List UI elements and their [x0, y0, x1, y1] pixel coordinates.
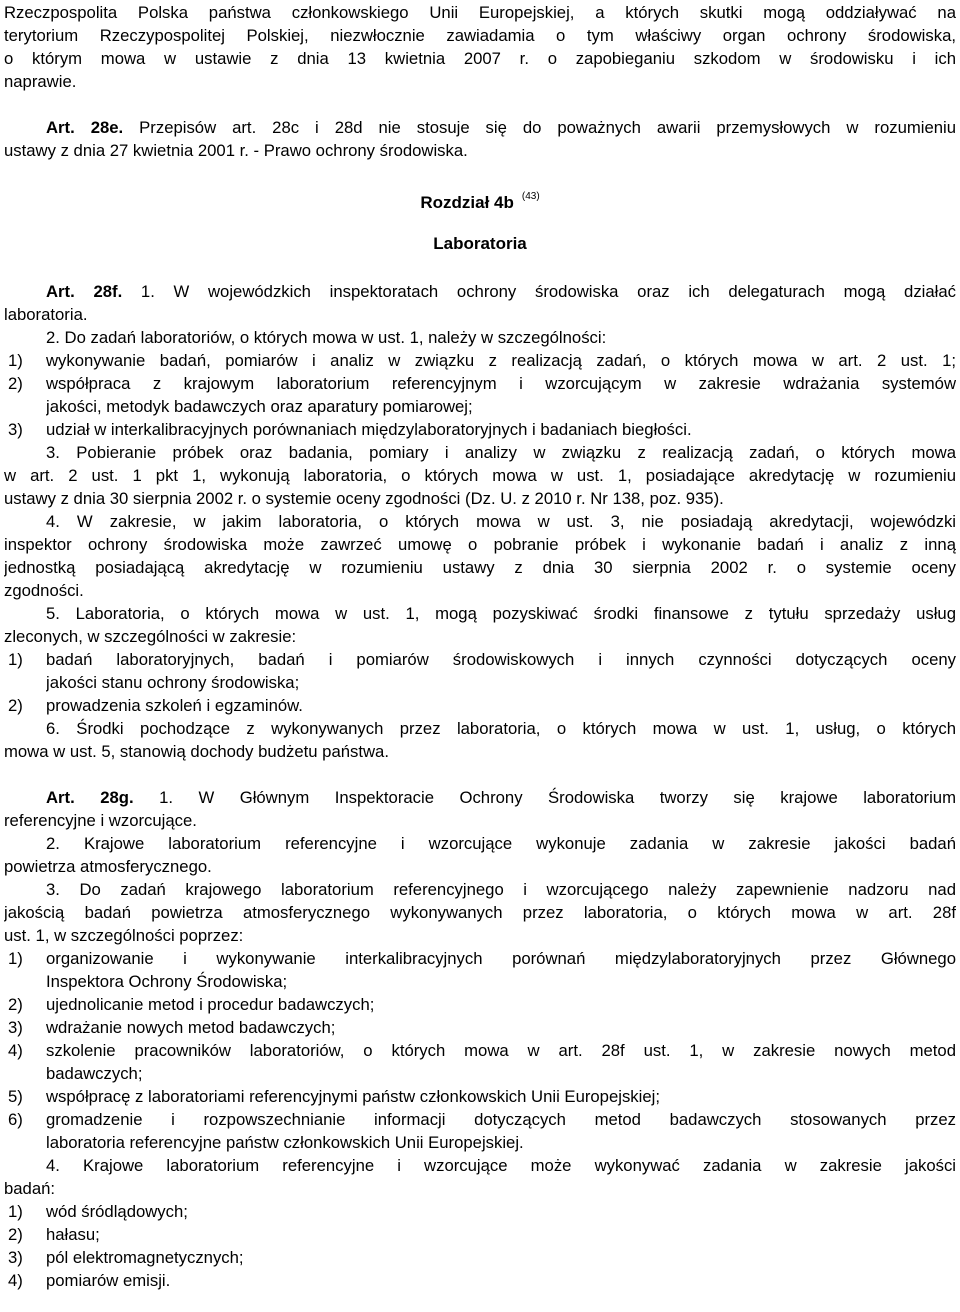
- text-line: w art. 2 ust. 1 pkt 1, wykonują laboratoria, o których mowa w ust. 1, posiadające akredytację w rozumieniu: [4, 466, 956, 485]
- list-number: 3): [8, 420, 23, 439]
- list-item-text: prowadzenia szkoleń i egzaminów.: [46, 696, 303, 715]
- list-number: 1): [8, 351, 23, 370]
- text-line: badań:: [4, 1179, 56, 1198]
- list-number: 3): [8, 1248, 23, 1267]
- chapter-title-text: Rozdział 4b: [420, 193, 514, 212]
- text-line: referencyjne i wzorcujące.: [4, 811, 197, 830]
- text-line: 4. Krajowe laboratorium referencyjne i wzorcujące może wykonywać zadania w zakresie jakości: [46, 1156, 956, 1175]
- list-number: 6): [8, 1110, 23, 1129]
- list-item-text: udział w interkalibracyjnych porównaniach międzylaboratoryjnych i badaniach biegłości.: [46, 420, 692, 439]
- list-item-text: jakości, metodyk badawczych oraz aparatury pomiarowej;: [46, 397, 473, 416]
- article-28g: [4, 786, 956, 809]
- text-line: laboratoria.: [4, 305, 88, 324]
- text-line: ust. 1, w szczególności poprzez:: [4, 926, 244, 945]
- list-item-text: gromadzenie i rozpowszechnianie informacji dotyczących metod badawczych stosowanych przez: [46, 1110, 956, 1129]
- article-label: Art. 28g.: [46, 788, 134, 807]
- list-item-text: wdrażanie nowych metod badawczych;: [46, 1018, 336, 1037]
- text-line: ustawy z dnia 30 sierpnia 2002 r. o systemie oceny zgodności (Dz. U. z 2010 r. Nr 138, poz. 935).: [4, 489, 724, 508]
- list-number: 3): [8, 1018, 23, 1037]
- list-item-text: hałasu;: [46, 1225, 100, 1244]
- list-item-text: wykonywanie badań, pomiarów i analiz w związku z realizacją zadań, o których mowa w art. 2 ust. 1;: [46, 351, 956, 370]
- text-line: jakością badań powietrza atmosferycznego wykonywanych przez laboratoria, o których mowa w art. 28f: [4, 903, 956, 922]
- text-line: powietrza atmosferycznego.: [4, 857, 212, 876]
- article-text: 1. W Głównym Inspektoracie Ochrony Środowiska tworzy się krajowe laboratorium: [159, 788, 956, 807]
- chapter-subtitle: Laboratoria: [433, 234, 527, 253]
- list-number: 4): [8, 1271, 23, 1290]
- list-item-text: Inspektora Ochrony Środowiska;: [46, 972, 288, 991]
- text-line: 6. Środki pochodzące z wykonywanych przez laboratoria, o których mowa w ust. 1, usług, o których: [46, 719, 956, 738]
- text-line: terytorium Rzeczypospolitej Polskiej, niezwłocznie zawiadamia o tym właściwy organ ochrony środowiska,: [4, 26, 956, 45]
- list-item-text: pól elektromagnetycznych;: [46, 1248, 244, 1267]
- article-text: 1. W wojewódzkich inspektoratach ochrony środowiska oraz ich delegaturach mogą działać: [140, 282, 956, 301]
- list-number: 4): [8, 1041, 23, 1060]
- text-line: zgodności.: [4, 581, 84, 600]
- list-item-text: pomiarów emisji.: [46, 1271, 171, 1290]
- article-label: Art. 28e.: [46, 118, 124, 137]
- chapter-title: [4, 185, 956, 213]
- list-item-text: szkolenie pracowników laboratoriów, o których mowa w art. 28f ust. 1, w zakresie nowych metod: [46, 1041, 956, 1060]
- text-line: Rzeczpospolita Polska państwa członkowskiego Unii Europejskiej, a których skutki mogą oddziaływać na: [4, 3, 956, 22]
- text-line: naprawie.: [4, 72, 77, 91]
- text-line: jednostką posiadającą akredytację w rozumieniu ustawy z dnia 30 sierpnia 2002 r. o systemie oceny: [4, 558, 956, 577]
- footnote-ref: (43): [521, 191, 540, 202]
- list-item-text: organizowanie i wykonywanie interkalibracyjnych porównań międzylaboratoryjnych przez Głównego: [46, 949, 956, 968]
- text-line: zleconych, w szczególności w zakresie:: [4, 627, 297, 646]
- list-item-text: ujednolicanie metod i procedur badawczych;: [46, 995, 375, 1014]
- text-line: o którym mowa w ustawie z dnia 13 kwietnia 2007 r. o zapobieganiu szkodom w środowisku i ich: [4, 49, 956, 68]
- text-line: inspektor ochrony środowiska może zawrzeć umowę o pobranie próbek i wykonanie badań i analiz z inną: [4, 535, 956, 554]
- article-label: Art. 28f.: [46, 282, 123, 301]
- list-item-text: współpracę z laboratoriami referencyjnymi państw członkowskich Unii Europejskiej;: [46, 1087, 660, 1106]
- list-number: 2): [8, 374, 23, 393]
- list-item-text: wód śródlądowych;: [46, 1202, 188, 1221]
- text-line: 4. W zakresie, w jakim laboratoria, o których mowa w ust. 3, nie posiadają akredytacji, wojewódzki: [46, 512, 956, 531]
- text-line: 2. Krajowe laboratorium referencyjne i wzorcujące wykonuje zadania w zakresie jakości badań: [46, 834, 956, 853]
- text-line: 3. Do zadań krajowego laboratorium referencyjnego i wzorcującego należy zapewnienie nadzoru nad: [46, 880, 956, 899]
- list-number: 2): [8, 696, 23, 715]
- text-line: 3. Pobieranie próbek oraz badania, pomiary i analizy w związku z realizacją zadań, o których mowa: [46, 443, 956, 462]
- article-28e: [4, 116, 956, 139]
- list-item-text: jakości stanu ochrony środowiska;: [46, 673, 300, 692]
- list-item-text: badań laboratoryjnych, badań i pomiarów środowiskowych i innych czynności dotyczących oceny: [46, 650, 956, 669]
- article-text: Przepisów art. 28c i 28d nie stosuje się do poważnych awarii przemysłowych w rozumieniu: [139, 118, 956, 137]
- text-line: 5. Laboratoria, o których mowa w ust. 1, mogą pozyskiwać środki finansowe z tytułu sprzedaży usług: [46, 604, 956, 623]
- list-item-text: współpraca z krajowym laboratorium referencyjnym i wzorcującym w zakresie wdrażania systemów: [46, 374, 956, 393]
- text-line: ustawy z dnia 27 kwietnia 2001 r. - Prawo ochrony środowiska.: [4, 141, 468, 160]
- list-number: 1): [8, 949, 23, 968]
- text-line: mowa w ust. 5, stanowią dochody budżetu państwa.: [4, 742, 389, 761]
- article-28f: [4, 280, 956, 303]
- list-number: 2): [8, 1225, 23, 1244]
- list-number: 5): [8, 1087, 23, 1106]
- list-number: 1): [8, 1202, 23, 1221]
- list-item-text: badawczych;: [46, 1064, 143, 1083]
- list-item-text: laboratoria referencyjne państw członkowskich Unii Europejskiej.: [46, 1133, 524, 1152]
- text-line: 2. Do zadań laboratoriów, o których mowa w ust. 1, należy w szczególności:: [46, 328, 607, 347]
- list-number: 2): [8, 995, 23, 1014]
- list-number: 1): [8, 650, 23, 669]
